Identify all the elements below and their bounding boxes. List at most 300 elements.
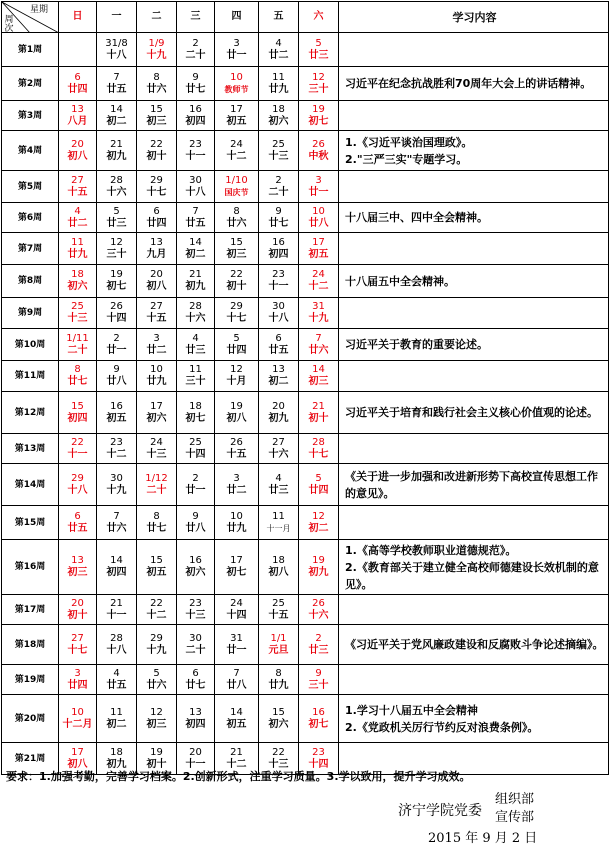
day-cell bbox=[215, 540, 259, 595]
week-label: 第18周 bbox=[2, 625, 59, 665]
lunar-date: 廿七 bbox=[268, 217, 289, 229]
solar-date: 30 bbox=[189, 174, 202, 186]
corner-bottom-label: 周次 bbox=[4, 15, 14, 34]
lunar-date: 廿四 bbox=[67, 83, 88, 95]
solar-date: 28 bbox=[110, 632, 123, 644]
day-cell bbox=[177, 67, 215, 101]
solar-date: 4 bbox=[192, 332, 199, 344]
study-content bbox=[339, 298, 609, 329]
solar-date: 26 bbox=[312, 597, 325, 609]
day-cell bbox=[59, 625, 97, 665]
solar-date: 16 bbox=[110, 400, 123, 412]
day-header-fri: 五 bbox=[259, 2, 299, 33]
day-cell bbox=[215, 298, 259, 329]
day-cell bbox=[59, 595, 97, 625]
solar-date: 23 bbox=[110, 436, 123, 448]
week-row bbox=[2, 265, 609, 298]
day-cell bbox=[97, 695, 137, 743]
week-label: 第11周 bbox=[2, 361, 59, 392]
lunar-date: 十七 bbox=[308, 448, 329, 460]
solar-date: 22 bbox=[272, 746, 285, 758]
lunar-date: 初五 bbox=[226, 115, 247, 127]
lunar-date: 十一 bbox=[185, 150, 206, 162]
solar-date: 7 bbox=[113, 510, 120, 522]
week-label: 第20周 bbox=[2, 695, 59, 743]
solar-date: 15 bbox=[272, 706, 285, 718]
solar-date: 7 bbox=[315, 332, 322, 344]
day-cell bbox=[215, 392, 259, 434]
day-cell bbox=[299, 434, 339, 464]
solar-date: 18 bbox=[189, 400, 202, 412]
solar-date: 30 bbox=[189, 632, 202, 644]
solar-date: 21 bbox=[110, 138, 123, 150]
day-header-sat: 六 bbox=[299, 2, 339, 33]
lunar-date: 十四 bbox=[185, 448, 206, 460]
lunar-date: 初三 bbox=[67, 567, 88, 578]
lunar-date: 初八 bbox=[146, 281, 167, 292]
lunar-date: 廿一 bbox=[226, 644, 247, 656]
solar-date: 10 bbox=[150, 364, 163, 375]
week-row bbox=[2, 171, 609, 203]
week-label: 第16周 bbox=[2, 540, 59, 595]
lunar-date: 初三 bbox=[146, 115, 167, 127]
lunar-date: 二十 bbox=[146, 484, 167, 496]
lunar-date: 十三 bbox=[146, 448, 167, 460]
lunar-date: 十八 bbox=[106, 644, 127, 656]
solar-date: 24 bbox=[230, 597, 243, 609]
week-label: 第10周 bbox=[2, 329, 59, 361]
day-cell bbox=[299, 33, 339, 67]
day-header-sun: 日 bbox=[59, 2, 97, 33]
lunar-date: 二十 bbox=[185, 644, 206, 656]
solar-date: 4 bbox=[113, 667, 120, 679]
study-content bbox=[339, 464, 609, 506]
day-header-thu: 四 bbox=[215, 2, 259, 33]
day-cell bbox=[259, 625, 299, 665]
lunar-date: 初三 bbox=[146, 718, 167, 730]
day-cell bbox=[137, 298, 177, 329]
study-content bbox=[339, 329, 609, 361]
solar-date: 1/11 bbox=[66, 332, 89, 344]
lunar-date: 初九 bbox=[308, 567, 329, 578]
day-cell bbox=[177, 625, 215, 665]
solar-date: 23 bbox=[189, 138, 202, 150]
lunar-date: 十三 bbox=[268, 758, 289, 770]
solar-date: 8 bbox=[153, 71, 160, 83]
solar-date: 19 bbox=[150, 746, 163, 758]
day-cell bbox=[177, 101, 215, 131]
week-row bbox=[2, 298, 609, 329]
lunar-date: 初四 bbox=[106, 567, 127, 578]
solar-date: 8 bbox=[74, 364, 81, 375]
solar-date: 8 bbox=[153, 510, 160, 522]
week-label: 第14周 bbox=[2, 464, 59, 506]
lunar-date: 廿四 bbox=[67, 679, 88, 691]
day-cell bbox=[97, 329, 137, 361]
lunar-date: 廿九 bbox=[226, 522, 247, 534]
day-cell bbox=[299, 665, 339, 695]
lunar-date: 初十 bbox=[146, 150, 167, 162]
solar-date: 27 bbox=[71, 632, 84, 644]
solar-date: 18 bbox=[71, 269, 84, 280]
lunar-date: 初十 bbox=[308, 412, 329, 424]
solar-date: 28 bbox=[312, 436, 325, 448]
lunar-date: 初二 bbox=[185, 248, 206, 260]
day-cell bbox=[97, 665, 137, 695]
day-cell bbox=[215, 33, 259, 67]
lunar-date: 初三 bbox=[308, 376, 329, 387]
lunar-date: 廿四 bbox=[146, 217, 167, 229]
solar-date: 22 bbox=[71, 436, 84, 448]
solar-date: 30 bbox=[110, 472, 123, 484]
day-cell bbox=[177, 171, 215, 203]
solar-date: 10 bbox=[230, 71, 243, 83]
solar-date: 11 bbox=[71, 236, 84, 248]
day-cell bbox=[97, 298, 137, 329]
day-cell bbox=[59, 434, 97, 464]
study-content bbox=[339, 506, 609, 540]
solar-date: 14 bbox=[189, 236, 202, 248]
lunar-date: 九月 bbox=[146, 248, 167, 260]
solar-date: 2 bbox=[315, 632, 322, 644]
solar-date: 27 bbox=[150, 301, 163, 312]
lunar-date: 十一 bbox=[67, 448, 88, 460]
lunar-date: 初六 bbox=[185, 567, 206, 578]
day-cell bbox=[215, 329, 259, 361]
day-cell bbox=[177, 361, 215, 392]
week-label: 第17周 bbox=[2, 595, 59, 625]
day-cell bbox=[259, 434, 299, 464]
solar-date: 15 bbox=[150, 103, 163, 115]
day-cell bbox=[259, 329, 299, 361]
lunar-date: 初六 bbox=[268, 115, 289, 127]
lunar-date: 廿七 bbox=[67, 376, 88, 387]
lunar-date: 廿三 bbox=[185, 344, 206, 356]
day-cell bbox=[299, 506, 339, 540]
solar-date: 26 bbox=[312, 138, 325, 150]
solar-date: 21 bbox=[110, 597, 123, 609]
lunar-date: 十六 bbox=[106, 186, 127, 198]
day-cell bbox=[137, 67, 177, 101]
lunar-date: 十二 bbox=[226, 758, 247, 770]
day-cell bbox=[177, 233, 215, 265]
day-cell bbox=[299, 595, 339, 625]
solar-date: 22 bbox=[230, 269, 243, 280]
study-content bbox=[339, 171, 609, 203]
day-cell bbox=[259, 665, 299, 695]
solar-date: 16 bbox=[272, 236, 285, 248]
solar-date: 20 bbox=[272, 400, 285, 412]
lunar-date: 十一 bbox=[268, 281, 289, 292]
day-cell bbox=[299, 203, 339, 233]
lunar-date: 十八 bbox=[268, 313, 289, 324]
solar-date: 15 bbox=[150, 555, 163, 566]
study-content bbox=[339, 665, 609, 695]
solar-date: 31/8 bbox=[105, 37, 128, 49]
lunar-date: 十二 bbox=[308, 281, 329, 292]
lunar-date: 初九 bbox=[268, 412, 289, 424]
solar-date: 5 bbox=[315, 472, 322, 484]
day-cell bbox=[59, 203, 97, 233]
week-label: 第15周 bbox=[2, 506, 59, 540]
day-cell bbox=[215, 506, 259, 540]
lunar-date: 廿七 bbox=[146, 522, 167, 534]
lunar-date: 廿九 bbox=[146, 376, 167, 387]
day-cell bbox=[215, 464, 259, 506]
lunar-date: 廿三 bbox=[268, 484, 289, 496]
study-content-line: 2.《党政机关厉行节约反对浪费条例》。 bbox=[345, 720, 539, 734]
solar-date: 19 bbox=[230, 400, 243, 412]
lunar-date: 廿四 bbox=[308, 484, 329, 496]
lunar-date: 十九 bbox=[106, 484, 127, 496]
lunar-date: 十七 bbox=[226, 313, 247, 324]
day-cell bbox=[137, 665, 177, 695]
lunar-date: 十九 bbox=[146, 49, 167, 61]
lunar-date: 十四 bbox=[308, 758, 329, 770]
lunar-date: 初二 bbox=[308, 522, 329, 534]
day-cell bbox=[259, 233, 299, 265]
week-label: 第8周 bbox=[2, 265, 59, 298]
lunar-date: 十八 bbox=[185, 186, 206, 198]
solar-date: 3 bbox=[233, 37, 240, 49]
day-cell bbox=[299, 171, 339, 203]
solar-date: 23 bbox=[312, 746, 325, 758]
lunar-date: 廿六 bbox=[106, 522, 127, 534]
day-cell bbox=[299, 625, 339, 665]
solar-date: 20 bbox=[71, 597, 84, 609]
solar-date: 14 bbox=[110, 555, 123, 566]
lunar-date: 十一 bbox=[106, 609, 127, 621]
solar-date: 10 bbox=[230, 510, 243, 522]
lunar-date: 初二 bbox=[106, 115, 127, 127]
lunar-date: 中秋 bbox=[308, 150, 329, 162]
solar-date: 12 bbox=[312, 71, 325, 83]
corner-cell bbox=[2, 2, 59, 33]
week-row bbox=[2, 625, 609, 665]
solar-date: 5 bbox=[233, 332, 240, 344]
day-cell bbox=[215, 665, 259, 695]
lunar-date: 十二月 bbox=[62, 718, 93, 730]
lunar-date: 十六 bbox=[268, 448, 289, 460]
week-row bbox=[2, 392, 609, 434]
lunar-date: 初八 bbox=[268, 567, 289, 578]
solar-date: 14 bbox=[230, 706, 243, 718]
lunar-date: 廿六 bbox=[146, 83, 167, 95]
solar-date: 29 bbox=[71, 472, 84, 484]
solar-date: 2 bbox=[192, 37, 199, 49]
day-cell bbox=[177, 464, 215, 506]
lunar-date: 初七 bbox=[308, 718, 329, 730]
solar-date: 19 bbox=[312, 103, 325, 115]
lunar-date: 初九 bbox=[185, 281, 206, 292]
solar-date: 3 bbox=[153, 332, 160, 344]
day-cell bbox=[137, 506, 177, 540]
lunar-date: 初九 bbox=[106, 758, 127, 770]
study-content bbox=[339, 540, 609, 595]
lunar-date: 初十 bbox=[67, 609, 88, 621]
solar-date: 16 bbox=[312, 706, 325, 718]
day-cell bbox=[137, 392, 177, 434]
solar-date: 18 bbox=[272, 555, 285, 566]
lunar-date: 二十 bbox=[67, 344, 88, 356]
solar-date: 20 bbox=[71, 138, 84, 150]
day-cell bbox=[259, 33, 299, 67]
study-content bbox=[339, 233, 609, 265]
solar-date: 12 bbox=[230, 364, 243, 375]
day-cell bbox=[137, 464, 177, 506]
lunar-date: 廿一 bbox=[106, 344, 127, 356]
lunar-date: 廿七 bbox=[185, 83, 206, 95]
day-cell bbox=[59, 665, 97, 695]
week-row bbox=[2, 101, 609, 131]
study-content bbox=[339, 361, 609, 392]
lunar-date: 十八 bbox=[67, 484, 88, 496]
day-cell bbox=[137, 695, 177, 743]
solar-date: 25 bbox=[272, 597, 285, 609]
calendar-table bbox=[1, 1, 609, 775]
solar-date: 6 bbox=[74, 71, 81, 83]
lunar-date: 十月 bbox=[226, 376, 247, 387]
solar-date: 4 bbox=[275, 472, 282, 484]
lunar-date: 初十 bbox=[146, 758, 167, 770]
study-content bbox=[339, 392, 609, 434]
signature-dept-organization: 组织部 bbox=[495, 792, 535, 807]
lunar-date: 十五 bbox=[226, 448, 247, 460]
solar-date: 31 bbox=[230, 632, 243, 644]
solar-date: 2 bbox=[192, 472, 199, 484]
lunar-date: 初六 bbox=[268, 718, 289, 730]
week-label: 第13周 bbox=[2, 434, 59, 464]
day-cell bbox=[137, 595, 177, 625]
lunar-date: 初二 bbox=[106, 718, 127, 730]
day-cell bbox=[259, 101, 299, 131]
lunar-date: 初六 bbox=[67, 281, 88, 292]
solar-date: 17 bbox=[71, 746, 84, 758]
solar-date: 7 bbox=[113, 71, 120, 83]
lunar-date: 十二 bbox=[226, 150, 247, 162]
day-cell bbox=[137, 203, 177, 233]
day-cell bbox=[215, 171, 259, 203]
solar-date: 12 bbox=[312, 510, 325, 522]
solar-date: 20 bbox=[150, 269, 163, 280]
day-cell bbox=[137, 33, 177, 67]
solar-date: 1/1 bbox=[270, 632, 287, 644]
day-cell bbox=[299, 265, 339, 298]
solar-date: 13 bbox=[189, 706, 202, 718]
lunar-date: 十五 bbox=[67, 186, 88, 198]
solar-date: 7 bbox=[233, 667, 240, 679]
solar-date: 19 bbox=[110, 269, 123, 280]
solar-date: 24 bbox=[150, 436, 163, 448]
study-content bbox=[339, 625, 609, 665]
lunar-date: 廿六 bbox=[226, 217, 247, 229]
lunar-date: 初十 bbox=[226, 281, 247, 292]
solar-date: 24 bbox=[230, 138, 243, 150]
solar-date: 27 bbox=[272, 436, 285, 448]
study-content bbox=[339, 265, 609, 298]
solar-date: 6 bbox=[153, 205, 160, 217]
lunar-date: 十九 bbox=[308, 313, 329, 324]
day-cell bbox=[215, 67, 259, 101]
day-cell bbox=[299, 361, 339, 392]
day-cell bbox=[97, 464, 137, 506]
day-header-wed: 三 bbox=[177, 2, 215, 33]
day-cell bbox=[299, 695, 339, 743]
day-cell bbox=[259, 392, 299, 434]
solar-date: 25 bbox=[272, 138, 285, 150]
solar-date: 9 bbox=[192, 510, 199, 522]
solar-date: 29 bbox=[230, 301, 243, 312]
lunar-date: 十五 bbox=[268, 609, 289, 621]
solar-date: 16 bbox=[189, 103, 202, 115]
week-label: 第19周 bbox=[2, 665, 59, 695]
week-label: 第21周 bbox=[2, 743, 59, 775]
day-cell bbox=[59, 695, 97, 743]
day-cell bbox=[97, 265, 137, 298]
day-cell bbox=[299, 233, 339, 265]
day-header-mon: 一 bbox=[97, 2, 137, 33]
lunar-date: 三十 bbox=[106, 248, 127, 260]
day-cell bbox=[137, 131, 177, 171]
day-cell bbox=[59, 233, 97, 265]
solar-date: 7 bbox=[192, 205, 199, 217]
day-cell bbox=[97, 101, 137, 131]
day-cell bbox=[59, 464, 97, 506]
lunar-date: 十一 bbox=[185, 758, 206, 770]
solar-date: 15 bbox=[71, 400, 84, 412]
solar-date: 23 bbox=[272, 269, 285, 280]
solar-date: 18 bbox=[272, 103, 285, 115]
solar-date: 13 bbox=[71, 103, 84, 115]
solar-date: 3 bbox=[233, 472, 240, 484]
day-cell bbox=[215, 203, 259, 233]
day-cell bbox=[97, 625, 137, 665]
solar-date: 5 bbox=[113, 205, 120, 217]
lunar-date: 廿八 bbox=[226, 679, 247, 691]
week-row bbox=[2, 665, 609, 695]
lunar-date: 廿一 bbox=[308, 186, 329, 198]
week-label: 第5周 bbox=[2, 171, 59, 203]
solar-date: 26 bbox=[110, 301, 123, 312]
solar-date: 23 bbox=[189, 597, 202, 609]
day-cell bbox=[259, 695, 299, 743]
day-cell bbox=[59, 298, 97, 329]
day-cell bbox=[97, 203, 137, 233]
week-row bbox=[2, 506, 609, 540]
week-label: 第3周 bbox=[2, 101, 59, 131]
solar-date: 17 bbox=[312, 236, 325, 248]
solar-date: 6 bbox=[275, 332, 282, 344]
content-header: 学习内容 bbox=[339, 2, 609, 33]
solar-date: 9 bbox=[192, 71, 199, 83]
lunar-date: 二十 bbox=[268, 186, 289, 198]
day-cell bbox=[97, 434, 137, 464]
study-content-line: 2.《教育部关于建立健全高校师德建设长效机制的意见》。 bbox=[345, 560, 599, 591]
lunar-date: 初四 bbox=[185, 115, 206, 127]
day-header-tue: 二 bbox=[137, 2, 177, 33]
lunar-date: 十二 bbox=[146, 609, 167, 621]
solar-date: 10 bbox=[71, 706, 84, 718]
day-cell bbox=[137, 171, 177, 203]
solar-date: 26 bbox=[230, 436, 243, 448]
week-label: 第1周 bbox=[2, 33, 59, 67]
day-cell bbox=[215, 265, 259, 298]
study-content-line: 十八届五中全会精神。 bbox=[345, 274, 455, 288]
study-content-line: 《习近平关于党风廉政建设和反腐败斗争论述摘编》。 bbox=[345, 638, 604, 651]
lunar-date: 十七 bbox=[146, 186, 167, 198]
lunar-date: 廿六 bbox=[146, 679, 167, 691]
requirements-text: 要求：1.加强考勤，完善学习档案。2.创新形式，注重学习质量。3.学以致用，提升学习成效。 bbox=[6, 770, 471, 783]
